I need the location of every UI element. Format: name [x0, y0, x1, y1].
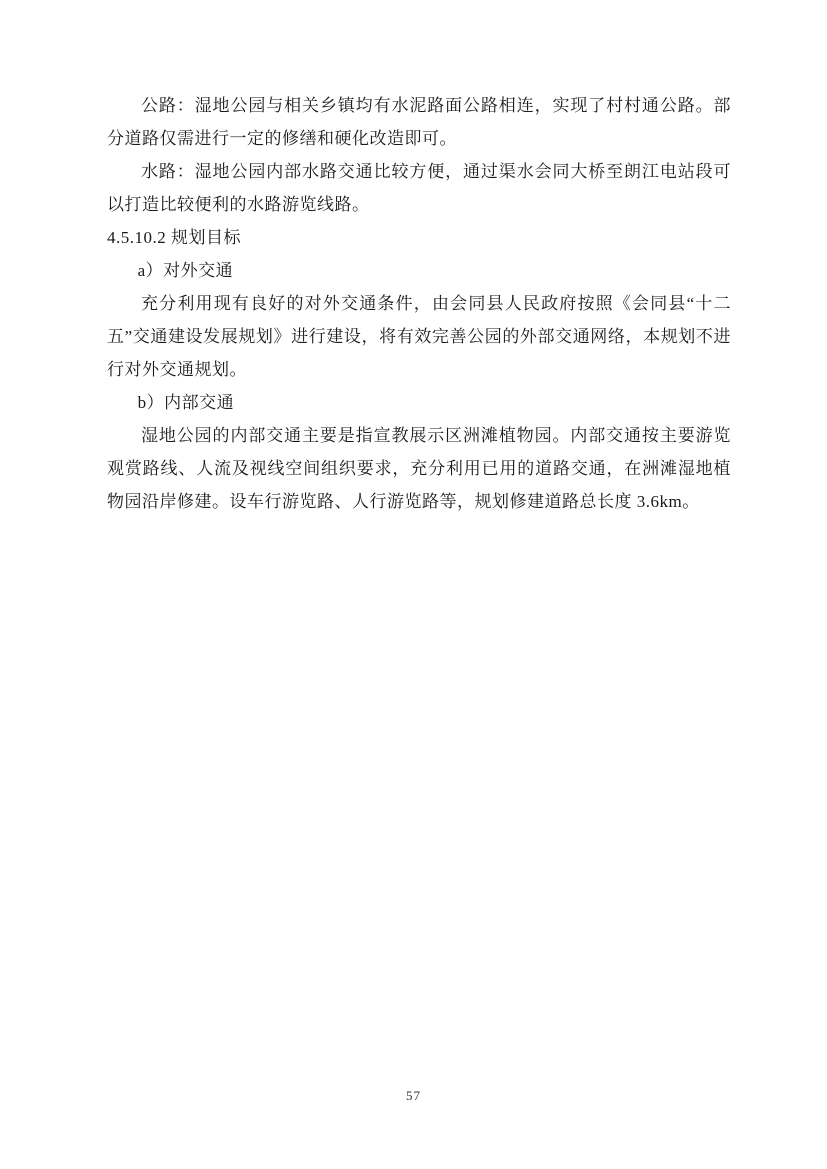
paragraph-waterway: 水路：湿地公园内部水路交通比较方便，通过渠水会同大桥至朗江电站段可以打造比较便利的水路游览线路。: [107, 162, 731, 214]
page-number: 57: [406, 1088, 421, 1103]
subheading-external-traffic: a）对外交通: [137, 261, 234, 280]
paragraph-highway: 公路：湿地公园与相关乡镇均有水泥路面公路相连，实现了村村通公路。部分道路仅需进行一定的修缮和硬化改造即可。: [107, 96, 731, 148]
paragraph-external-traffic: 充分利用现有良好的对外交通条件，由会同县人民政府按照《会同县“十二五”交通建设发展规划》进行建设，将有效完善公园的外部交通网络，本规划不进行对外交通规划。: [107, 294, 731, 379]
page-content: [107, 89, 731, 518]
paragraph-internal-traffic: 湿地公园的内部交通主要是指宣教展示区洲滩植物园。内部交通按主要游览观赏路线、人流及视线空间组织要求，充分利用已用的道路交通，在洲滩湿地植物园沿岸修建。设车行游览路、人行游览路等，规划修建道路总长度 3.6km。: [107, 426, 731, 511]
section-heading: 4.5.10.2 规划目标: [107, 228, 241, 247]
subheading-internal-traffic: b）内部交通: [137, 393, 235, 412]
